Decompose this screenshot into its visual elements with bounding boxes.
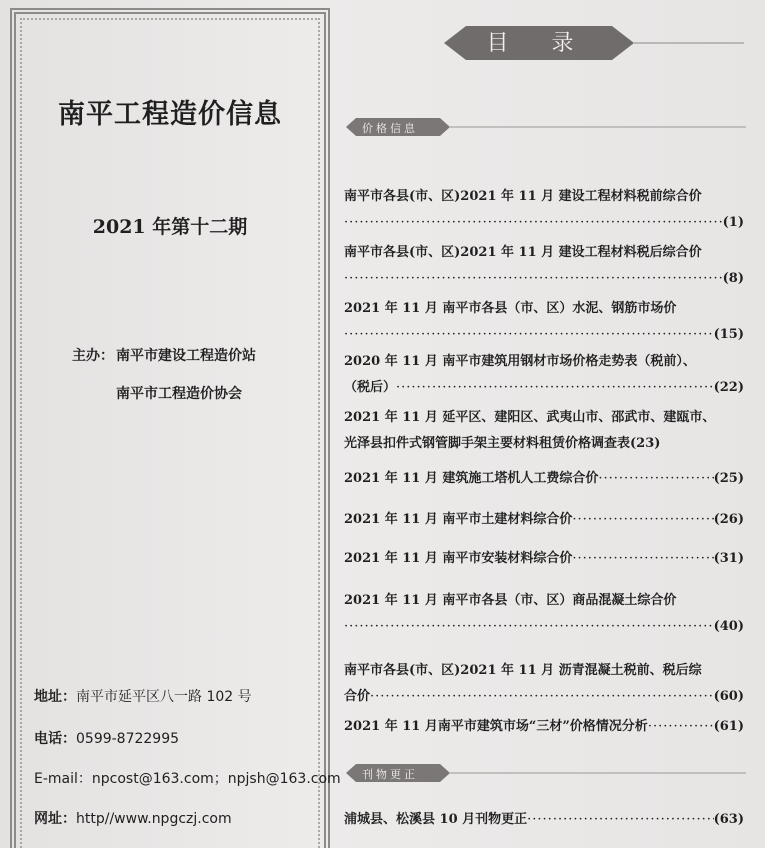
sponsor-label: 主办： [72,348,114,364]
toc-entry-title: 2021 年 11 月 南平市各县（市、区）水泥、钢筋市场价 [344,301,677,316]
toc-entry-3[interactable] [344,296,744,348]
toc-entry-4[interactable] [344,349,744,401]
toc-entry-title: 南平市各县(市、区)2021 年 11 月 建设工程材料税后综合价 [344,245,702,260]
toc-entry-title: 南平市各县(市、区)2021 年 11 月 建设工程材料税前综合价 [344,189,702,204]
toc-entry-title: 2021 年 11 月 延平区、建阳区、武夷山市、邵武市、建瓯市、 [344,410,716,425]
toc-entry-lead: 光泽县扣件式钢管脚手架主要材料租赁价格调查表 [344,436,631,451]
toc-page-number: (63) [713,812,744,827]
toc-page-number: (15) [713,327,744,342]
toc-page-number: (1) [722,215,744,230]
email-value: npcost@163.com；npjsh@163.com [91,771,341,787]
toc-page-number: (8) [722,271,744,286]
phone [34,728,179,748]
issue-number: 2021 年第十二期 [92,216,248,238]
toc-entry-10[interactable] [344,658,744,710]
phone-label: 电话： [34,731,76,747]
toc-entry-lead: 2021 年 11 月 南平市安装材料综合价 [344,551,573,566]
toc-entry-9[interactable] [344,588,744,640]
toc-heading: 目 录 [486,31,592,56]
toc-entry-lead: 2021 年 11 月南平市建筑市场“三材”价格情况分析 [344,719,648,734]
toc-page-number: (25) [713,471,744,486]
website-label: 网址： [34,811,76,827]
toc-page-number: (60) [713,689,744,704]
toc-entry-6[interactable] [344,466,744,492]
toc-entry-lead: （税后） [344,380,397,395]
toc-entry-lead: 2021 年 11 月 南平市土建材料综合价 [344,512,573,527]
website-value: http//www.npgczj.com [76,811,232,827]
toc-entry-lead: 2021 年 11 月 建筑施工塔机人工费综合价 [344,471,599,486]
toc-entry-title: 2021 年 11 月 南平市各县（市、区）商品混凝土综合价 [344,593,677,608]
toc-page-number: (40) [713,619,744,634]
toc-entry-8[interactable] [344,546,744,572]
address-label: 地址： [34,689,76,705]
section-errata-label: 刊物更正 [362,768,418,781]
email [34,768,341,788]
address [34,686,252,706]
toc-entry-title: 南平市各县(市、区)2021 年 11 月 沥青混凝土税前、税后综 [344,663,702,678]
toc-entry-11[interactable] [344,714,744,740]
toc-entry-2[interactable] [344,240,744,292]
toc-page-number: (23) [630,436,661,451]
toc-entry-12[interactable] [344,807,744,833]
toc-entry-lead: 浦城县、松溪县 10 月刊物更正 [344,812,528,827]
email-label: E-mail： [34,771,92,787]
magazine-title: 南平工程造价信息 [58,99,282,130]
phone-value: 0599-8722995 [76,731,180,747]
toc-page-number: (31) [713,551,744,566]
sponsor-2: 南平市工程造价协会 [116,386,242,402]
toc-entry-5[interactable] [344,405,744,457]
toc-entry-lead: 合价 [344,689,371,704]
sponsor-1: 南平市建设工程造价站 [116,348,256,364]
toc-page-number: (26) [713,512,744,527]
toc-entry-7[interactable] [344,507,744,533]
toc-page-number: (22) [713,380,744,395]
toc-entry-1[interactable] [344,184,744,236]
website [34,808,232,828]
toc-entry-title: 2020 年 11 月 南平市建筑用钢材市场价格走势表（税前）、 [344,354,696,369]
decorative-inner-border [20,18,320,848]
section-price-label: 价格信息 [362,122,418,135]
toc-page-number: (61) [713,719,744,734]
address-value: 南平市延平区八一路 102 号 [76,689,252,705]
